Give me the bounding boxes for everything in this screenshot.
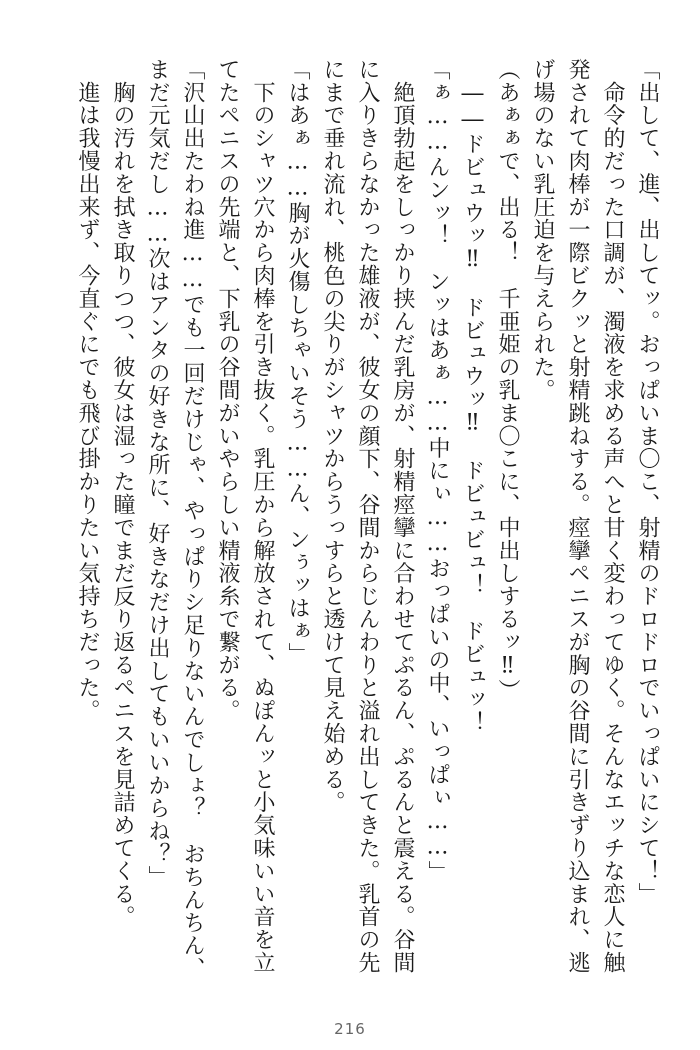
text-line-16: 胸の汚れを拭き取りつつ、彼女は湿った瞳でまだ反り返るペニスを見詰めてくる。 <box>110 58 135 929</box>
text-line-4: げ場のない乳圧迫を与えられた。 <box>530 58 555 402</box>
page-number: 216 <box>334 1020 366 1038</box>
text-line-5: （あぁぁで、出る！ 千亜姫の乳ま〇こに、中出しするッ‼） <box>495 58 520 703</box>
text-line-10: にまで垂れ流れ、桃色の尖りがシャツからうっすらと透けて見え始める。 <box>320 58 345 814</box>
text-line-2: 命令的だった口調が、濁液を求める声へと甘く変わってゆく。そんなエッチな恋人に触 <box>600 58 625 974</box>
text-line-6: ――ドビュウッ‼ ドビュウッ‼ ドビュビュ！ ドビュッ！ <box>460 58 485 735</box>
text-line-17: 進は我慢出来ず、今直ぐにでも飛び掛かりたい気持ちだった。 <box>75 58 100 723</box>
text-line-1: 「出して、進、出してッ。おっぱいま〇こ、射精のドロドロでいっぱいにシて！」 <box>635 58 660 906</box>
text-line-3: 発されて肉棒が一際ビクッと射精跳ねする。痙攣ペニスが胸の谷間に引きずり込まれ、逃 <box>565 58 590 974</box>
text-line-7: 「ぁ……んンッ！ ンッはあぁ……中にぃ……おっぱいの中、いっぱぃ……」 <box>425 58 450 884</box>
text-line-9: に入りきらなかった雄液が、彼女の顔下、谷間からじんわりと溢れ出してきた。乳首の先 <box>355 58 380 974</box>
text-line-8: 絶頂勃起をしっかり挟んだ乳房が、射精痙攣に合わせてぷるん、ぷるんと震える。谷間 <box>390 58 415 974</box>
text-line-13: てたペニスの先端と、下乳の谷間がいやらしい精液糸で繋がる。 <box>215 58 240 723</box>
vertical-text-block <box>58 58 662 988</box>
text-line-12: 下のシャツ穴から肉棒を引き抜く。乳圧から解放されて、ぬぽんッと小気味いい音を立 <box>250 58 275 974</box>
text-line-15: まだ元気だし……次はアンタの好きな所に、好きなだけ出してもいいからね？」 <box>145 58 170 889</box>
text-line-11: 「はあぁ……胸が火傷しちゃいそう……ん、ンぅッはぁ」 <box>285 58 310 666</box>
text-line-14: 「沢山出たわね進……でも一回だけじゃ、やっぱりシ足りないんでしょ？ おちんちん、 <box>180 58 205 980</box>
